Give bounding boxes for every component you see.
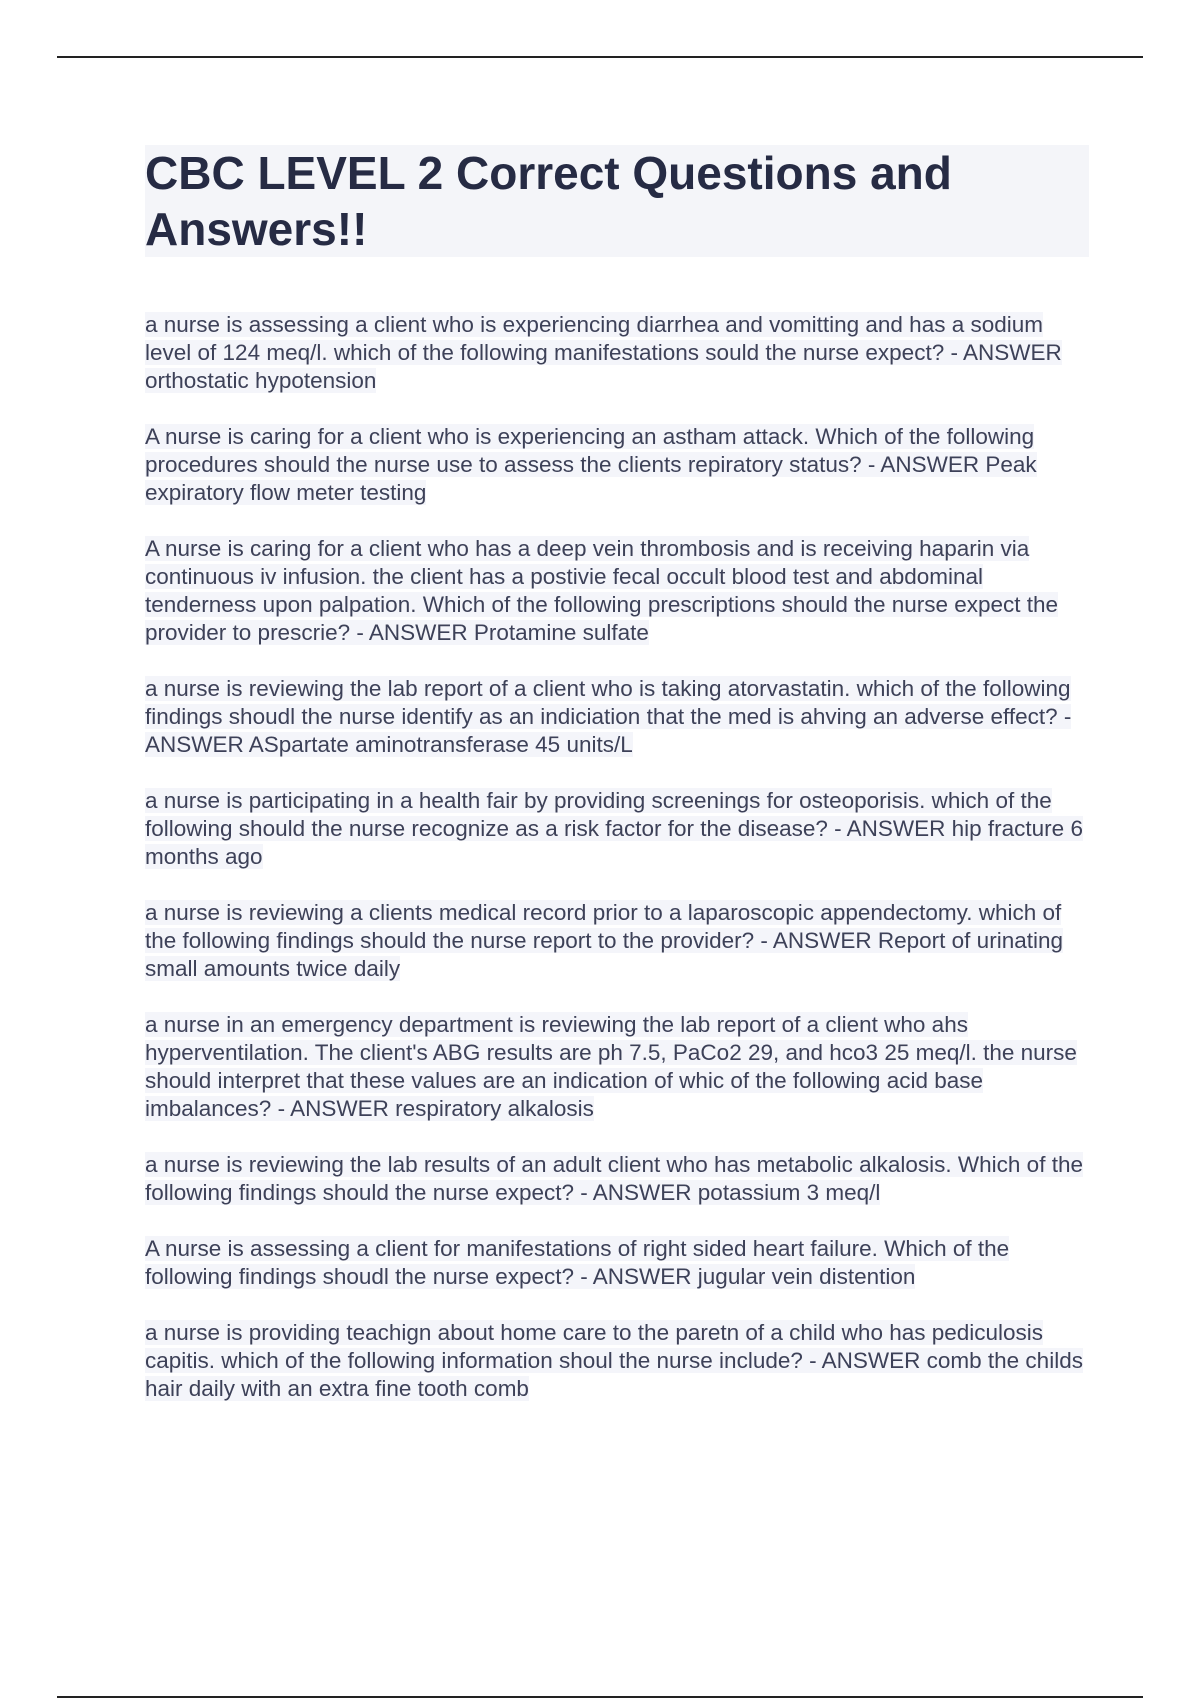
qa-item — [145, 535, 1090, 647]
qa-text: a nurse is reviewing a clients medical record prior to a laparoscopic appendectomy. which of the following findings should the nurse report to the provider? - ANSWER Report of urinating small amounts twice daily — [145, 900, 1063, 981]
qa-list — [145, 311, 1090, 1431]
qa-text: A nurse is caring for a client who has a deep vein thrombosis and is receiving haparin via continuous iv infusion. the client has a postivie fecal occult blood test and abdominal tenderness upon palpation. Which of the following prescriptions should the nurse expect the provider to prescrie? - ANSWER Protamine sulfate — [145, 536, 1059, 645]
qa-item — [145, 423, 1090, 507]
qa-item — [145, 675, 1090, 759]
qa-item — [145, 787, 1090, 871]
bottom-divider — [57, 1696, 1143, 1698]
qa-text: a nurse is providing teachign about home care to the paretn of a child who has pediculosis capitis. which of the following information shoul the nurse include? - ANSWER comb the childs hair daily with an extra fine tooth comb — [145, 1320, 1083, 1401]
qa-item — [145, 1235, 1090, 1291]
page-title: CBC LEVEL 2 Correct Questions and Answers!! — [145, 147, 952, 255]
qa-item — [145, 899, 1090, 983]
qa-text: a nurse is assessing a client who is experiencing diarrhea and vomitting and has a sodium level of 124 meq/l. which of the following manifestations sould the nurse expect? - ANSWER orthostatic hypotension — [145, 312, 1062, 393]
top-divider — [57, 56, 1143, 58]
qa-item — [145, 1319, 1090, 1403]
qa-text: a nurse is participating in a health fair by providing screenings for osteoporisis. which of the following should the nurse recognize as a risk factor for the disease? - ANSWER hip fracture 6 months ago — [145, 788, 1083, 869]
qa-item — [145, 1151, 1090, 1207]
title-block — [145, 145, 1089, 257]
qa-item — [145, 311, 1090, 395]
qa-text: a nurse is reviewing the lab results of an adult client who has metabolic alkalosis. Which of the following findings should the nurse expect? - ANSWER potassium 3 meq/l — [145, 1152, 1083, 1205]
qa-text: a nurse in an emergency department is reviewing the lab report of a client who ahs hyperventilation. The client's ABG results are ph 7.5, PaCo2 29, and hco3 25 meq/l. the nurse should interpret that these values are an indication of whic of the following acid base imbalances? - ANSWER respiratory alkalosis — [145, 1012, 1077, 1121]
qa-text: a nurse is reviewing the lab report of a client who is taking atorvastatin. which of the following findings shoudl the nurse identify as an indiciation that the med is ahving an adverse effect? - ANSWER ASpartate aminotransferase 45 units/L — [145, 676, 1072, 757]
qa-text: A nurse is assessing a client for manifestations of right sided heart failure. Which of the following findings shoudl the nurse expect? - ANSWER jugular vein distention — [145, 1236, 1010, 1289]
qa-item — [145, 1011, 1090, 1123]
qa-text: A nurse is caring for a client who is experiencing an astham attack. Which of the following procedures should the nurse use to assess the clients repiratory status? - ANSWER Peak expiratory flow meter testing — [145, 424, 1037, 505]
